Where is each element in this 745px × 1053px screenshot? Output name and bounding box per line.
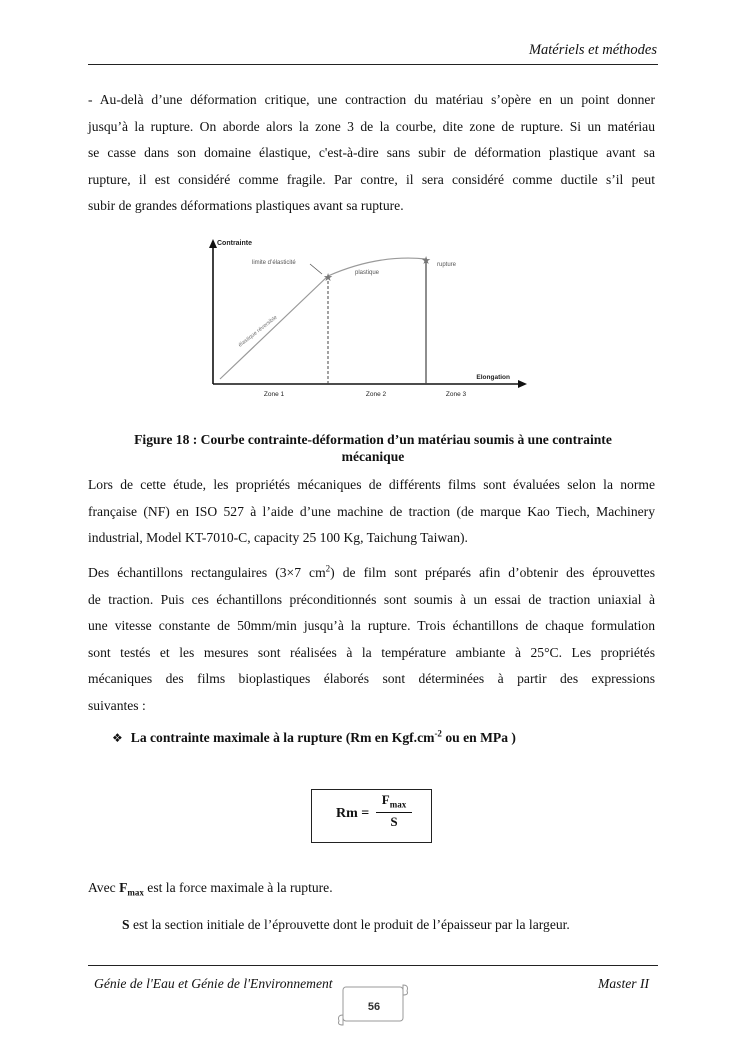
caption-line: mécanique (341, 449, 405, 464)
definition-fmax (88, 880, 333, 898)
rupture-label: rupture (437, 262, 457, 268)
text-line: une vitesse constante de 50mm/min jusqu’à la rupture. Trois échantillons de chaque formulation (88, 618, 655, 633)
rupture-star-icon: ★ (421, 254, 431, 267)
footer-rule (88, 965, 658, 966)
formula-denominator: S (390, 814, 398, 829)
fraction-bar (376, 812, 412, 813)
running-header-title: Matériels et méthodes (528, 42, 657, 58)
figure-caption (88, 431, 658, 465)
text-line: sont testés et les mesures sont réalisées à la température ambiante à 25°C. Les propriétés (88, 644, 655, 660)
text-line: subir de grandes déformations plastiques avant sa rupture. (88, 198, 404, 213)
bullet-max-stress (112, 730, 516, 746)
superscript: -2 (434, 728, 442, 739)
text-line: suivantes : (88, 697, 146, 713)
force-symbol: F (381, 792, 390, 807)
text-line: de traction. Puis ces échantillons préconditionnés sont soumis à un essai de traction uniaxial à (88, 591, 655, 607)
formula-numerator (378, 792, 410, 810)
page-number: 56 (367, 1001, 381, 1013)
elastic-region-label: élastique réversible (237, 314, 279, 349)
text-fragment: est la force maximale à la rupture. (143, 880, 333, 895)
text-fragment: Avec (88, 880, 120, 895)
scroll-curl-right (403, 985, 408, 995)
text-line: - Au-delà d’une déformation critique, une contraction du matériau s’opère en un point donner (88, 92, 655, 107)
subscript: max (127, 887, 144, 898)
footer-left-text: Génie de l'Eau et Génie de l'Environnement (94, 976, 333, 991)
zone-1-label: Zone 1 (263, 391, 285, 398)
subscript: max (389, 799, 407, 810)
scroll-curl-left (339, 1015, 344, 1025)
text-line (88, 560, 655, 587)
zone-2-label: Zone 2 (365, 391, 387, 398)
paragraph-fracture (88, 87, 655, 220)
text-fragment: Des échantillons rectangulaires (3×7 cm (88, 565, 326, 580)
text-fragment: est la section initiale de l’éprouvette dont le produit de l’épaisseur par la largeur. (129, 917, 570, 932)
text-line: française (NF) en ISO 527 à l’aide d’une machine de traction (de marque Kao Tiech, Machinery (88, 503, 655, 519)
y-axis-label: Contrainte (217, 240, 252, 247)
formula-box (311, 789, 432, 843)
stress-strain-figure (200, 234, 545, 404)
zone-3-label: Zone 3 (445, 391, 467, 398)
definition-s (122, 917, 570, 933)
x-axis-label: Elongation (476, 374, 510, 381)
text-line: jusqu’à la rupture. On aborde alors la zone 3 de la courbe, dite zone de rupture. Si un matériau (88, 118, 655, 134)
text-line: industrial, Model KT-7010-C, capacity 25 100 Kg, Taichung Taiwan). (88, 530, 468, 545)
variable-s: S (122, 917, 130, 932)
bullet-text: ou en MPa ) (441, 730, 516, 745)
elastic-limit-label: limite d’élasticité (252, 260, 296, 266)
plastic-label: plastique (355, 270, 380, 276)
diamond-bullet-icon: ❖ (112, 731, 123, 745)
text-line: rupture, il est considéré comme fragile. Par contre, il sera considéré comme ductile s’il peut (88, 171, 655, 187)
formula-lhs: Rm = (336, 806, 370, 821)
text-line: mécaniques des films bioplastiques élaborés sont déterminées à partir des expressions (88, 671, 655, 686)
variable-fmax: F (119, 880, 128, 895)
header-rule (88, 64, 658, 65)
page-number-scroll (335, 983, 411, 1029)
bullet-text: La contrainte maximale à la rupture (Rm en Kgf.cm (130, 730, 435, 745)
text-line: Lors de cette étude, les propriétés mécaniques de différents films sont évaluées selon la norme (88, 477, 655, 492)
footer-right-text: Master II (598, 976, 649, 991)
paragraph-samples (88, 560, 655, 719)
superscript: 2 (325, 563, 331, 574)
elastic-limit-star-icon: ★ (323, 271, 333, 284)
text-line: se casse dans son domaine élastique, c'est-à-dire sans subir de déformation plastique avant sa (88, 145, 655, 160)
paragraph-norm (88, 472, 655, 552)
text-fragment: ) de film sont préparés afin d’obtenir des éprouvettes (330, 565, 656, 580)
caption-line: Figure 18 : Courbe contrainte-déformation d’un matériau soumis à une contrainte (134, 432, 612, 447)
